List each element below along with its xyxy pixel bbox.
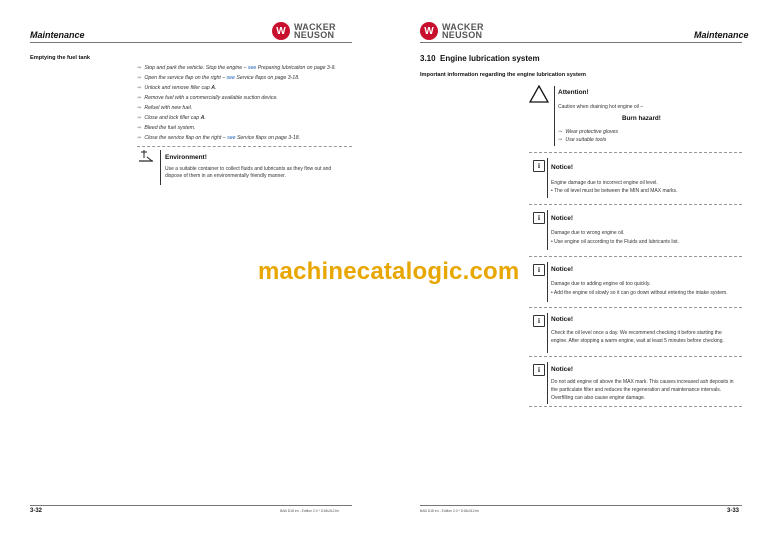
notice-title: Notice!	[551, 215, 574, 222]
box-rule	[547, 313, 548, 353]
attention-text: Caution when draining hot engine oil –	[558, 104, 644, 110]
footnote: BAB D18 en - Edition 2.0 * D18s312.fm	[280, 509, 340, 513]
burn-hazard: Burn hazard!	[622, 115, 661, 122]
notice-title: Notice!	[551, 366, 574, 373]
logo-line2: NEUSON	[294, 30, 335, 40]
step: ⇒ Unlock and remove filler cap A.	[137, 85, 217, 91]
box-rule	[160, 150, 161, 185]
separator	[529, 307, 742, 308]
step: ⇒ Open the service flap on the right – see Service flaps on page 3-18.	[137, 75, 300, 81]
arrow-icon: ⇒	[137, 105, 142, 111]
notice-text: the particulate filter and reduces the regeneration and maintenance intervals.	[551, 387, 722, 393]
step: ⇒ Close the service flap on the right – see Service flaps on page 3-18.	[137, 135, 301, 141]
wacker-logo-icon: W	[420, 22, 438, 40]
link-see[interactable]: see	[227, 135, 236, 141]
watermark-text: machinecatalogic.com	[258, 258, 520, 285]
left-header-title: Maintenance	[30, 30, 85, 40]
box-rule	[547, 210, 548, 250]
arrow-icon: ⇒	[137, 125, 142, 131]
left-logo	[272, 22, 336, 40]
right-subheading: Important information regarding the engine lubrication system	[420, 72, 586, 78]
separator	[529, 356, 742, 357]
link-see[interactable]: see	[226, 75, 235, 81]
section-heading: 3.10 Engine lubrication system	[420, 54, 540, 63]
arrow-icon: ⇒	[137, 95, 142, 101]
right-header-title: Maintenance	[694, 30, 749, 40]
attention-title: Attention!	[558, 89, 589, 96]
footer-rule	[30, 505, 352, 506]
box-rule	[547, 158, 548, 198]
box-rule	[554, 86, 555, 146]
arrow-icon: ⇒	[137, 115, 142, 121]
notice-title: Notice!	[551, 266, 574, 273]
environment-title: Environment!	[165, 154, 207, 161]
step: ⇒ Close and lock filler cap A.	[137, 115, 206, 121]
attention-step: ⇒ Wear protective gloves	[558, 129, 619, 135]
header-rule	[420, 42, 742, 43]
arrow-icon: ⇒	[137, 135, 142, 141]
notice-bullet: • Add the engine oil slowly so it can go down without entering the intake system.	[551, 290, 728, 296]
notice-text: engine. After stopping a warm engine, wait at least 5 minutes before checking.	[551, 338, 724, 344]
warning-triangle-icon	[529, 85, 549, 103]
logo-line2: NEUSON	[442, 30, 483, 40]
separator	[529, 256, 742, 257]
separator	[529, 406, 742, 407]
arrow-icon: ⇒	[558, 129, 563, 135]
page-number: 3-32	[30, 508, 43, 514]
header-rule	[30, 42, 352, 43]
link-see[interactable]: see	[247, 65, 257, 71]
logo-line1: WACKER	[294, 22, 336, 32]
right-logo	[420, 22, 484, 40]
notice-text: Check the oil level once a day. We recommend checking it before starting the	[551, 330, 722, 336]
arrow-icon: ⇒	[137, 85, 142, 91]
arrow-icon: ⇒	[137, 65, 142, 71]
footer-rule	[420, 505, 742, 506]
left-subheading: Emptying the fuel tank	[30, 55, 90, 61]
notice-text: Damage due to wrong engine oil.	[551, 230, 625, 236]
info-icon: i	[533, 364, 545, 376]
notice-text: Damage due to adding engine oil too quickly.	[551, 281, 651, 287]
step: ⇒ Stop and park the vehicle. Stop the engine – see Preparing lubrication on page 3-9.	[137, 65, 336, 71]
wacker-logo-icon: W	[272, 22, 290, 40]
separator	[137, 146, 352, 147]
notice-title: Notice!	[551, 164, 574, 171]
box-rule	[547, 362, 548, 404]
footnote: BAB D18 en - Edition 2.0 * D18s312.fm	[420, 509, 480, 513]
notice-text: Engine damage due to incorrect engine oil level.	[551, 180, 658, 186]
logo-line1: WACKER	[442, 22, 484, 32]
notice-bullet: • Use engine oil according to the Fluids and lubricants list.	[551, 239, 679, 245]
environment-icon	[138, 148, 154, 164]
notice-text: Overfilling can also cause engine damage.	[551, 395, 646, 401]
notice-text: Do not add engine oil above the MAX mark. This causes increased ash deposits in	[551, 379, 734, 385]
step: ⇒ Refuel with new fuel.	[137, 105, 193, 111]
step: ⇒ Bleed the fuel system.	[137, 125, 196, 131]
attention-step: ⇒ Use suitable tools	[558, 137, 607, 143]
separator	[529, 152, 742, 153]
arrow-icon: ⇒	[137, 75, 142, 81]
step: ⇒ Remove fuel with a commercially available suction device.	[137, 95, 278, 101]
arrow-icon: ⇒	[558, 137, 563, 143]
info-icon: i	[533, 315, 545, 327]
environment-text-2: dispose of them in an environmentally friendly manner.	[165, 173, 286, 179]
notice-title: Notice!	[551, 316, 574, 323]
page-number: 3-33	[727, 508, 740, 514]
info-icon: i	[533, 212, 545, 224]
info-icon: i	[533, 160, 545, 172]
info-icon: i	[533, 264, 545, 276]
box-rule	[547, 262, 548, 302]
environment-text-1: Use a suitable container to collect fluids and lubricants as they flow out and	[165, 166, 332, 172]
separator	[529, 204, 742, 205]
notice-bullet: • The oil level must be between the MIN and MAX marks.	[551, 188, 678, 194]
